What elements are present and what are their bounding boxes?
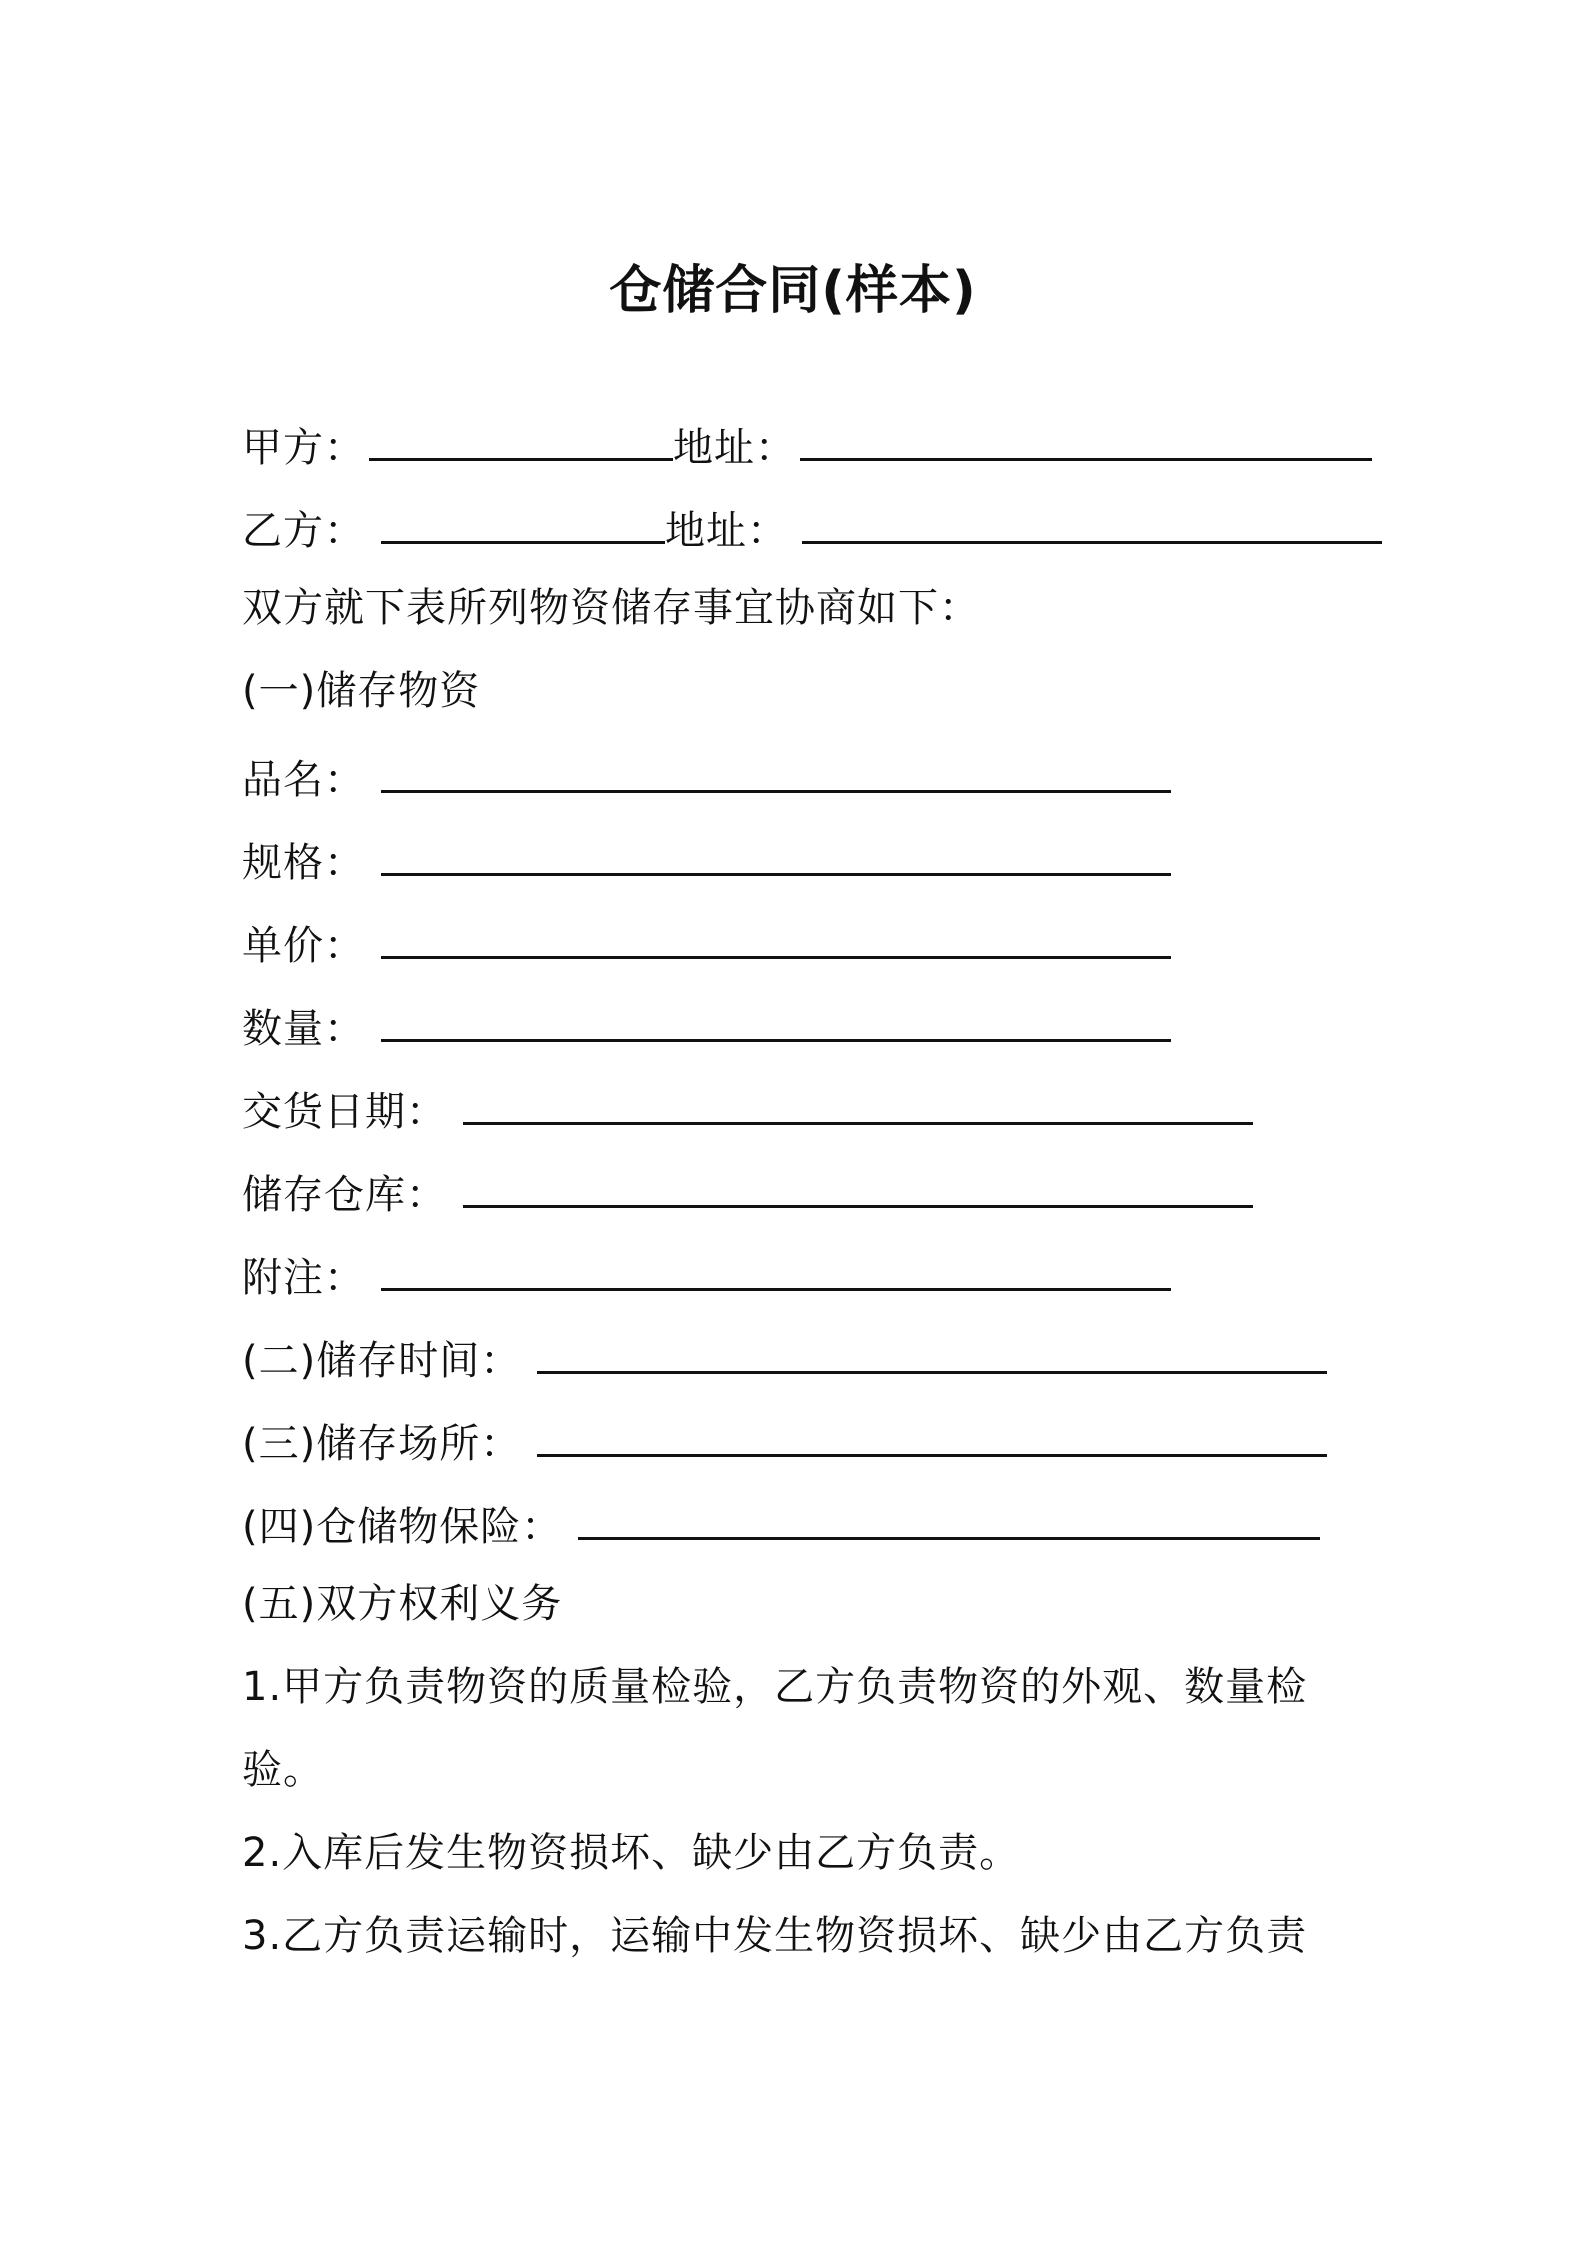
field-spec-line (242, 829, 1171, 891)
clause2-line: 2.入库后发生物资损坏、缺少由乙方负责。 (242, 1830, 1021, 1876)
field-warehouse-line (242, 1161, 1253, 1223)
party-a-blank[interactable] (369, 414, 673, 461)
clause1-line2: 验。 (242, 1747, 324, 1793)
party-a-address-label: 地址： (673, 425, 796, 471)
party-b-address-blank[interactable] (802, 497, 1382, 544)
field-delivery-date-label: 交货日期： (242, 1089, 447, 1135)
field-spec-label: 规格： (242, 840, 365, 886)
section3-label: (三)储存场所： (242, 1421, 522, 1467)
field-name-line (242, 746, 1171, 808)
party-a-line (242, 414, 1372, 476)
section2-line (242, 1327, 1327, 1389)
field-delivery-date-line (242, 1078, 1253, 1140)
field-unit-price-blank[interactable] (381, 912, 1171, 959)
party-b-label: 乙方： (242, 508, 365, 554)
field-warehouse-label: 储存仓库： (242, 1172, 447, 1218)
field-warehouse-blank[interactable] (463, 1161, 1253, 1208)
field-notes-label: 附注： (242, 1255, 365, 1301)
section4-label: (四)仓储物保险： (242, 1504, 563, 1550)
field-quantity-blank[interactable] (381, 995, 1171, 1042)
field-quantity-label: 数量： (242, 1006, 365, 1052)
section3-line (242, 1410, 1327, 1472)
section5-heading: (五)双方权利义务 (242, 1581, 563, 1627)
section3-blank[interactable] (537, 1410, 1327, 1457)
field-name-label: 品名： (242, 757, 365, 803)
intro-line: 双方就下表所列物资储存事宜协商如下： (242, 585, 980, 631)
field-spec-blank[interactable] (381, 829, 1171, 876)
field-name-blank[interactable] (381, 746, 1171, 793)
section4-blank[interactable] (578, 1493, 1320, 1540)
party-b-blank[interactable] (381, 497, 665, 544)
field-quantity-line (242, 995, 1171, 1057)
field-unit-price-line (242, 912, 1171, 974)
clause1-line1: 1.甲方负责物资的质量检验，乙方负责物资的外观、数量检 (242, 1664, 1308, 1710)
section2-label: (二)储存时间： (242, 1338, 522, 1384)
section4-line (242, 1493, 1320, 1555)
section2-blank[interactable] (537, 1327, 1327, 1374)
field-delivery-date-blank[interactable] (463, 1078, 1253, 1125)
party-b-line (242, 497, 1382, 559)
section1-heading: (一)储存物资 (242, 668, 481, 714)
clause3-line: 3.乙方负责运输时，运输中发生物资损坏、缺少由乙方负责 (242, 1913, 1308, 1959)
party-b-address-label: 地址： (665, 508, 788, 554)
field-notes-blank[interactable] (381, 1244, 1171, 1291)
field-notes-line (242, 1244, 1171, 1306)
document-title: 仓储合同(样本) (609, 261, 977, 321)
field-unit-price-label: 单价： (242, 923, 365, 969)
party-a-address-blank[interactable] (800, 414, 1372, 461)
party-a-label: 甲方： (242, 425, 365, 471)
